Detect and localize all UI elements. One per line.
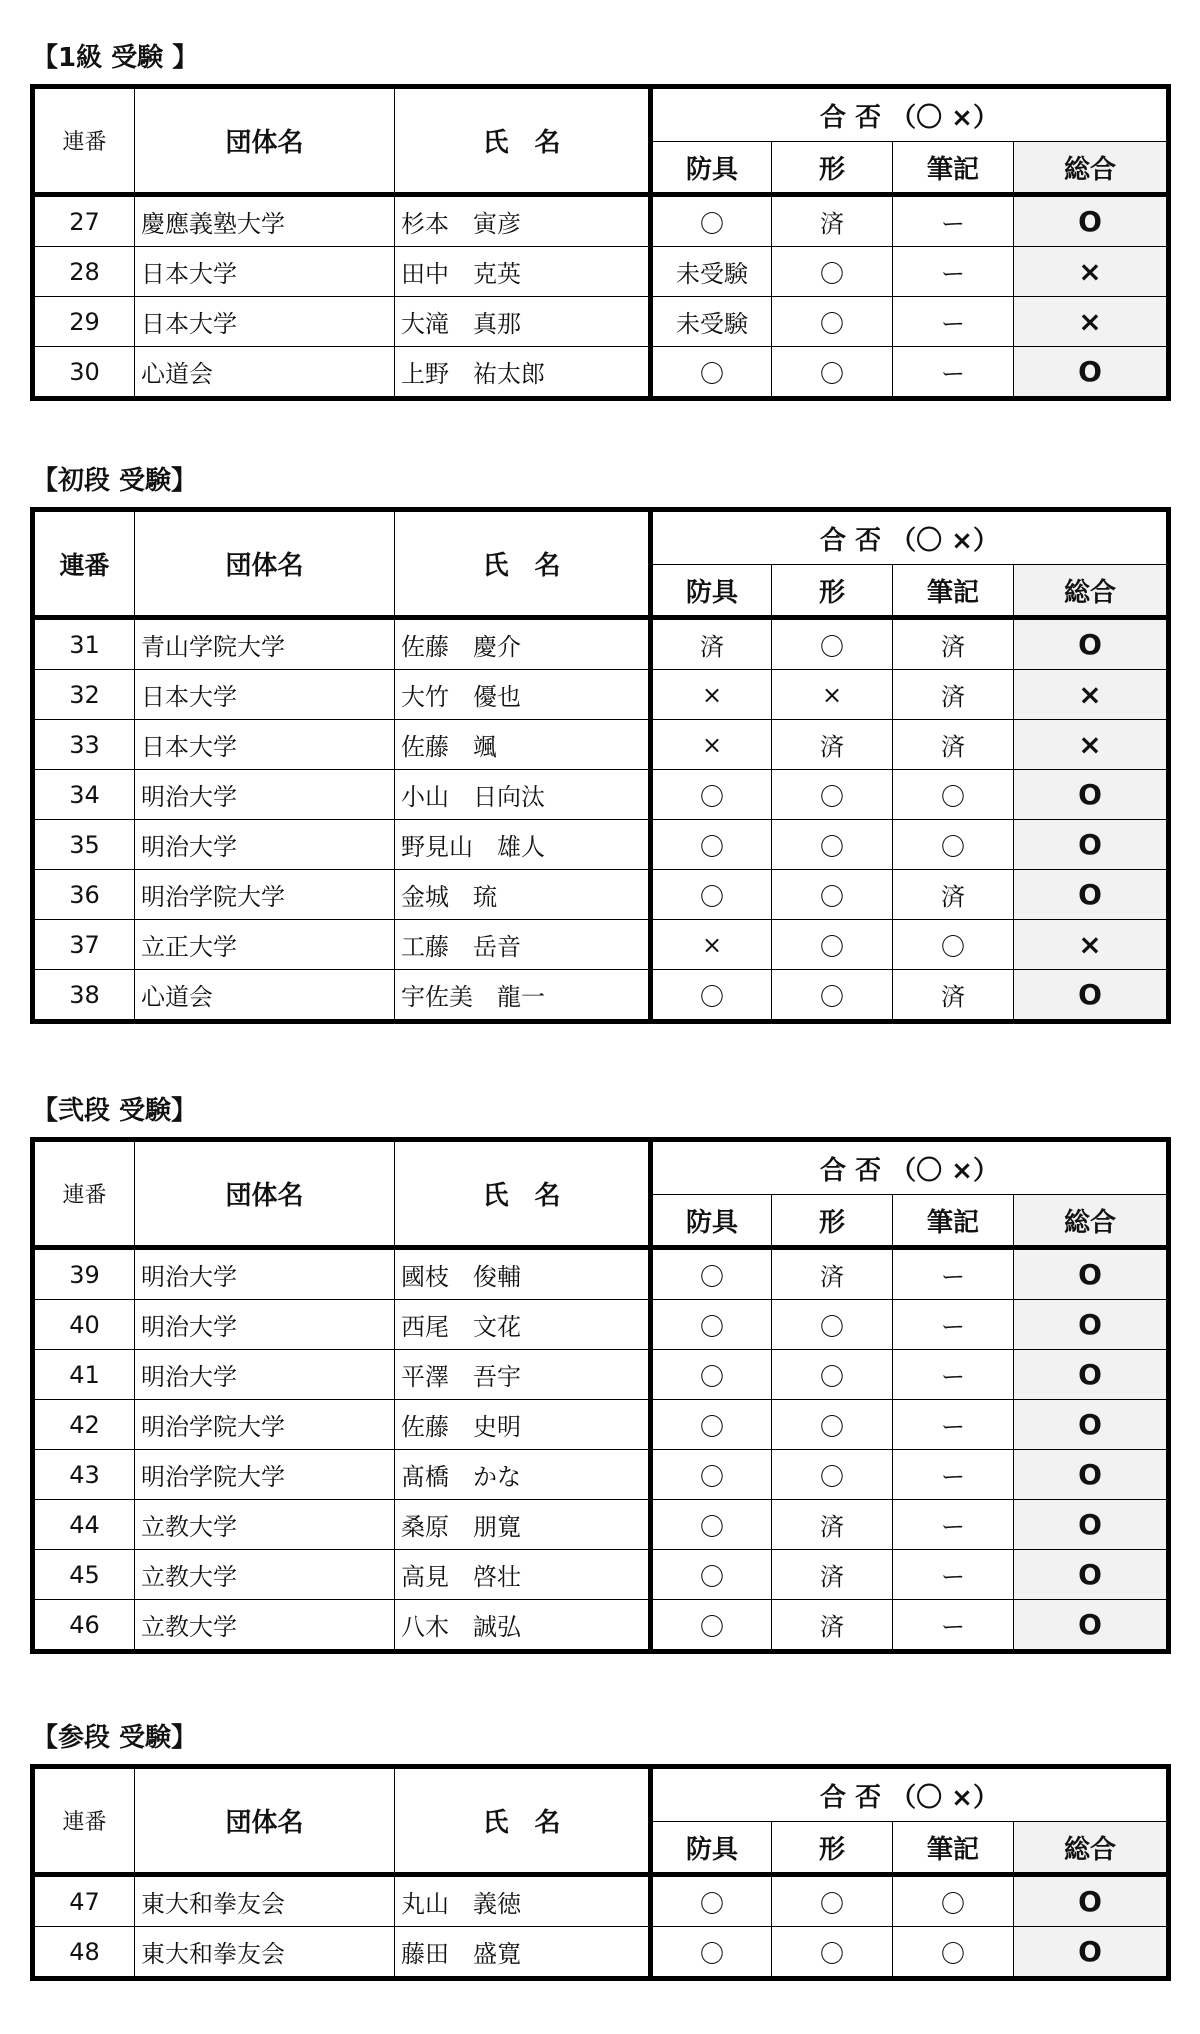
table-row	[33, 1550, 1169, 1600]
row-name: 丸山 義徳	[395, 1875, 651, 1927]
row-name: 大滝 真那	[395, 297, 651, 347]
header-armor: 防具	[651, 1195, 772, 1248]
row-name: 宇佐美 龍一	[395, 970, 651, 1022]
row-kata: 済	[772, 1600, 893, 1652]
row-total: ×	[1014, 670, 1169, 720]
header-kata: 形	[772, 565, 893, 618]
table-row	[33, 970, 1169, 1022]
table-row	[33, 770, 1169, 820]
row-total: O	[1014, 870, 1169, 920]
row-kata: 〇	[772, 297, 893, 347]
row-total: O	[1014, 347, 1169, 399]
row-num: 47	[33, 1875, 135, 1927]
header-total: 総合	[1014, 1822, 1169, 1875]
header-armor: 防具	[651, 565, 772, 618]
row-kata: 済	[772, 1550, 893, 1600]
row-num: 27	[33, 195, 135, 247]
row-written: ー	[893, 195, 1014, 247]
row-num: 38	[33, 970, 135, 1022]
row-num: 42	[33, 1400, 135, 1450]
row-kata: 〇	[772, 1400, 893, 1450]
header-total: 総合	[1014, 565, 1169, 618]
header-num: 連番	[33, 1767, 135, 1875]
row-armor: 〇	[651, 1400, 772, 1450]
header-kata: 形	[772, 1822, 893, 1875]
table-row	[33, 1350, 1169, 1400]
row-written: 〇	[893, 920, 1014, 970]
row-num: 28	[33, 247, 135, 297]
row-org: 明治大学	[135, 1350, 395, 1400]
row-kata: 済	[772, 1248, 893, 1300]
table-row	[33, 1875, 1169, 1927]
row-kata: 〇	[772, 1350, 893, 1400]
header-num: 連番	[33, 510, 135, 618]
row-armor: 済	[651, 618, 772, 670]
section-title: 【初段 受験】	[32, 466, 198, 496]
row-armor: ×	[651, 920, 772, 970]
row-written: 〇	[893, 770, 1014, 820]
row-name: 高見 啓壮	[395, 1550, 651, 1600]
row-name: 野見山 雄人	[395, 820, 651, 870]
row-written: 済	[893, 670, 1014, 720]
row-written: 済	[893, 720, 1014, 770]
row-org: 日本大学	[135, 670, 395, 720]
header-name: 氏 名	[395, 1140, 651, 1248]
row-num: 34	[33, 770, 135, 820]
row-armor: 〇	[651, 1300, 772, 1350]
row-num: 31	[33, 618, 135, 670]
row-total: O	[1014, 970, 1169, 1022]
row-written: ー	[893, 1350, 1014, 1400]
row-name: 髙橋 かな	[395, 1450, 651, 1500]
header-written: 筆記	[893, 1822, 1014, 1875]
table-row	[33, 1248, 1169, 1300]
row-num: 36	[33, 870, 135, 920]
row-name: 國枝 俊輔	[395, 1248, 651, 1300]
row-org: 東大和拳友会	[135, 1927, 395, 1979]
row-total: O	[1014, 1550, 1169, 1600]
header-result: 合 否 （〇 ×）	[651, 1767, 1169, 1822]
row-org: 明治学院大学	[135, 870, 395, 920]
row-total: O	[1014, 1300, 1169, 1350]
row-written: 済	[893, 970, 1014, 1022]
row-org: 明治学院大学	[135, 1450, 395, 1500]
table-row	[33, 247, 1169, 297]
row-total: O	[1014, 1450, 1169, 1500]
row-armor: 〇	[651, 347, 772, 399]
table-row	[33, 1927, 1169, 1979]
header-result: 合 否 （〇 ×）	[651, 87, 1169, 142]
row-name: 西尾 文花	[395, 1300, 651, 1350]
row-armor: 〇	[651, 970, 772, 1022]
row-name: 平澤 吾宇	[395, 1350, 651, 1400]
row-total: O	[1014, 820, 1169, 870]
row-org: 明治大学	[135, 770, 395, 820]
row-armor: 未受験	[651, 297, 772, 347]
table-row	[33, 670, 1169, 720]
header-written: 筆記	[893, 142, 1014, 195]
table-row	[33, 195, 1169, 247]
row-total: O	[1014, 1875, 1169, 1927]
header-num: 連番	[33, 87, 135, 195]
row-armor: 〇	[651, 770, 772, 820]
row-total: O	[1014, 1500, 1169, 1550]
row-num: 37	[33, 920, 135, 970]
row-kata: 〇	[772, 1927, 893, 1979]
row-armor: ×	[651, 670, 772, 720]
table-row	[33, 1400, 1169, 1450]
row-armor: 〇	[651, 195, 772, 247]
row-written: ー	[893, 297, 1014, 347]
row-written: ー	[893, 1248, 1014, 1300]
row-name: 田中 克英	[395, 247, 651, 297]
header-written: 筆記	[893, 1195, 1014, 1248]
row-written: 済	[893, 618, 1014, 670]
row-org: 日本大学	[135, 247, 395, 297]
row-name: 上野 祐太郎	[395, 347, 651, 399]
row-org: 立教大学	[135, 1600, 395, 1652]
row-total: ×	[1014, 297, 1169, 347]
row-kata: 〇	[772, 820, 893, 870]
row-kata: 〇	[772, 1450, 893, 1500]
row-num: 43	[33, 1450, 135, 1500]
row-org: 心道会	[135, 970, 395, 1022]
table-row	[33, 618, 1169, 670]
header-total: 総合	[1014, 142, 1169, 195]
table-row	[33, 720, 1169, 770]
header-org: 団体名	[135, 1767, 395, 1875]
table-row	[33, 870, 1169, 920]
row-num: 45	[33, 1550, 135, 1600]
row-kata: 〇	[772, 347, 893, 399]
results-table	[30, 1764, 1171, 1981]
row-kata: 済	[772, 720, 893, 770]
row-written: 〇	[893, 1927, 1014, 1979]
row-org: 日本大学	[135, 720, 395, 770]
row-num: 48	[33, 1927, 135, 1979]
row-name: 佐藤 史明	[395, 1400, 651, 1450]
row-org: 立教大学	[135, 1500, 395, 1550]
row-name: 八木 誠弘	[395, 1600, 651, 1652]
results-table	[30, 507, 1171, 1024]
header-org: 団体名	[135, 87, 395, 195]
row-name: 佐藤 颯	[395, 720, 651, 770]
header-num: 連番	[33, 1140, 135, 1248]
table-row	[33, 1300, 1169, 1350]
row-org: 立正大学	[135, 920, 395, 970]
row-total: ×	[1014, 720, 1169, 770]
row-armor: 未受験	[651, 247, 772, 297]
header-result: 合 否 （〇 ×）	[651, 510, 1169, 565]
row-num: 33	[33, 720, 135, 770]
row-armor: 〇	[651, 820, 772, 870]
header-result: 合 否 （〇 ×）	[651, 1140, 1169, 1195]
header-name: 氏 名	[395, 1767, 651, 1875]
row-name: 工藤 岳音	[395, 920, 651, 970]
row-total: O	[1014, 1600, 1169, 1652]
row-written: ー	[893, 1450, 1014, 1500]
row-kata: 〇	[772, 770, 893, 820]
header-org: 団体名	[135, 510, 395, 618]
row-num: 44	[33, 1500, 135, 1550]
row-num: 46	[33, 1600, 135, 1652]
row-num: 39	[33, 1248, 135, 1300]
table-row	[33, 347, 1169, 399]
header-org: 団体名	[135, 1140, 395, 1248]
row-kata: 〇	[772, 1875, 893, 1927]
row-armor: ×	[651, 720, 772, 770]
row-num: 29	[33, 297, 135, 347]
row-num: 40	[33, 1300, 135, 1350]
table-row	[33, 1500, 1169, 1550]
table-row	[33, 920, 1169, 970]
table-row	[33, 297, 1169, 347]
header-name: 氏 名	[395, 87, 651, 195]
section-title: 【1級 受験 】	[32, 43, 199, 73]
row-org: 明治大学	[135, 1300, 395, 1350]
row-written: 済	[893, 870, 1014, 920]
row-kata: 〇	[772, 247, 893, 297]
row-written: ー	[893, 1550, 1014, 1600]
table-row	[33, 820, 1169, 870]
row-name: 杉本 寅彦	[395, 195, 651, 247]
row-armor: 〇	[651, 1550, 772, 1600]
row-name: 金城 琉	[395, 870, 651, 920]
row-armor: 〇	[651, 870, 772, 920]
row-written: ー	[893, 1500, 1014, 1550]
row-total: O	[1014, 1248, 1169, 1300]
results-table	[30, 84, 1171, 401]
row-armor: 〇	[651, 1248, 772, 1300]
header-total: 総合	[1014, 1195, 1169, 1248]
row-total: O	[1014, 618, 1169, 670]
row-armor: 〇	[651, 1600, 772, 1652]
row-armor: 〇	[651, 1350, 772, 1400]
row-org: 明治大学	[135, 820, 395, 870]
row-num: 35	[33, 820, 135, 870]
table-row	[33, 1450, 1169, 1500]
row-org: 立教大学	[135, 1550, 395, 1600]
row-written: ー	[893, 347, 1014, 399]
header-armor: 防具	[651, 142, 772, 195]
row-name: 佐藤 慶介	[395, 618, 651, 670]
row-armor: 〇	[651, 1927, 772, 1979]
row-written: ー	[893, 1300, 1014, 1350]
row-total: ×	[1014, 247, 1169, 297]
row-org: 明治学院大学	[135, 1400, 395, 1450]
row-total: O	[1014, 195, 1169, 247]
header-kata: 形	[772, 142, 893, 195]
header-written: 筆記	[893, 565, 1014, 618]
row-written: 〇	[893, 1875, 1014, 1927]
row-total: O	[1014, 1927, 1169, 1979]
section-title: 【参段 受験】	[32, 1723, 198, 1753]
row-written: ー	[893, 247, 1014, 297]
row-org: 心道会	[135, 347, 395, 399]
row-num: 32	[33, 670, 135, 720]
row-total: O	[1014, 1350, 1169, 1400]
row-kata: 〇	[772, 920, 893, 970]
row-name: 小山 日向汰	[395, 770, 651, 820]
row-org: 日本大学	[135, 297, 395, 347]
row-num: 30	[33, 347, 135, 399]
row-kata: 〇	[772, 1300, 893, 1350]
row-kata: 〇	[772, 618, 893, 670]
row-kata: 〇	[772, 870, 893, 920]
row-kata: 済	[772, 195, 893, 247]
row-org: 明治大学	[135, 1248, 395, 1300]
row-org: 慶應義塾大学	[135, 195, 395, 247]
table-row	[33, 1600, 1169, 1652]
row-total: O	[1014, 1400, 1169, 1450]
header-armor: 防具	[651, 1822, 772, 1875]
row-armor: 〇	[651, 1875, 772, 1927]
row-kata: ×	[772, 670, 893, 720]
row-written: ー	[893, 1400, 1014, 1450]
row-total: ×	[1014, 920, 1169, 970]
row-armor: 〇	[651, 1500, 772, 1550]
row-num: 41	[33, 1350, 135, 1400]
row-written: 〇	[893, 820, 1014, 870]
row-written: ー	[893, 1600, 1014, 1652]
row-total: O	[1014, 770, 1169, 820]
row-kata: 〇	[772, 970, 893, 1022]
header-kata: 形	[772, 1195, 893, 1248]
row-org: 青山学院大学	[135, 618, 395, 670]
row-name: 桑原 朋寛	[395, 1500, 651, 1550]
row-org: 東大和拳友会	[135, 1875, 395, 1927]
row-name: 大竹 優也	[395, 670, 651, 720]
results-table	[30, 1137, 1171, 1654]
header-name: 氏 名	[395, 510, 651, 618]
row-armor: 〇	[651, 1450, 772, 1500]
row-kata: 済	[772, 1500, 893, 1550]
section-title: 【弐段 受験】	[32, 1096, 198, 1126]
row-name: 藤田 盛寛	[395, 1927, 651, 1979]
